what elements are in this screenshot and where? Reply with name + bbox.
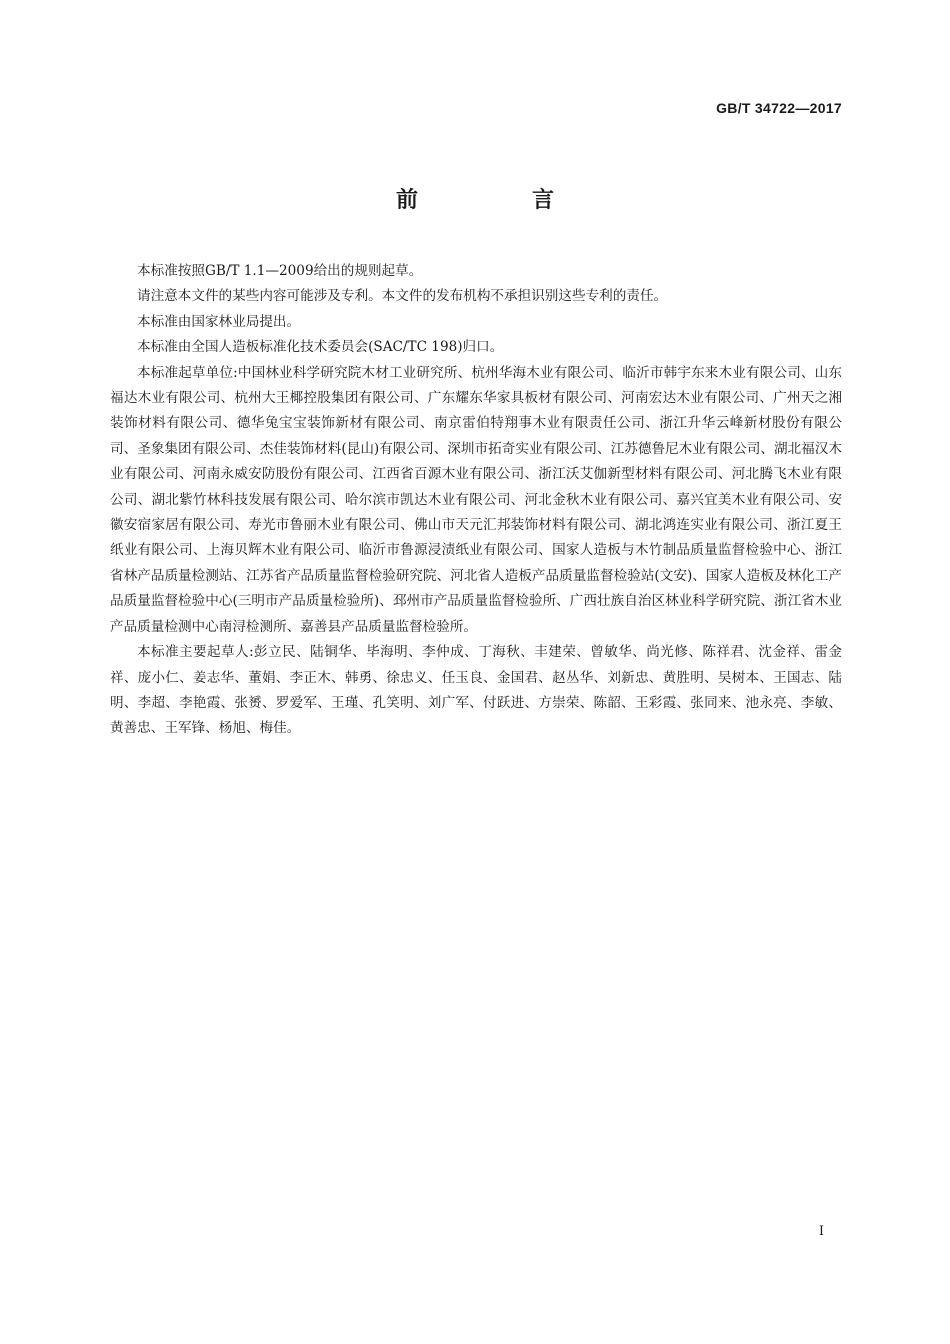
paragraph-drafters: 本标准主要起草人:彭立民、陆铜华、毕海明、李仲成、丁海秋、丰建荣、曾敏华、尚光修、陈祥君、沈金祥、雷金祥、庞小仁、姜志华、董娟、李正木、韩勇、徐忠义、任玉良、金国君、赵丛华、刘新忠、黄胜明、吴树本、王国志、陆明、李超、李艳霞、张赟、罗爱军、王瑾、孔笑明、刘广军、付跃进、方崇荣、陈韶、王彩霞、张同来、池永亮、李敏、黄善忠、王军锋、杨旭、梅佳。	[110, 644, 842, 737]
paragraph-drafting-units: 本标准起草单位:中国林业科学研究院木材工业研究所、杭州华海木业有限公司、临沂市韩宇东来木业有限公司、山东福达木业有限公司、杭州大王椰控股集团有限公司、广东耀东华家具板材有限公司、河南宏达木业有限公司、广州天之湘装饰材料有限公司、德华兔宝宝装饰新材有限公司、南京雷伯特翔事木业有限责任公司、浙江升华云峰新材股份有限公司、圣象集团有限公司、杰佳装饰材料(昆山)有限公司、深圳市拓奇实业有限公司、江苏德鲁尼木业有限公司、湖北福汉木业有限公司、河南永威安防股份有限公司、江西省百源木业有限公司、浙江沃艾伽新型材料有限公司、河北腾飞木业有限公司、湖北紫竹林科技发展有限公司、哈尔滨市凯达木业有限公司、河北金秋木业有限公司、嘉兴宜美木业有限公司、安徽安宿家居有限公司、寿光市鲁丽木业有限公司、佛山市天元汇邦装饰材料有限公司、湖北鸿连实业有限公司、浙江夏王纸业有限公司、上海贝辉木业有限公司、临沂市鲁源浸渍纸业有限公司、国家人造板与木竹制品质量监督检验中心、浙江省林产品质量检测站、江苏省产品质量监督检验研究院、河北省人造板产品质量监督检验站(文安)、国家人造板及林化工产品质量监督检验中心(三明市产品质量检验所)、邳州市产品质量监督检验所、广西壮族自治区林业科学研究院、浙江省木业产品质量检测中心南浔检测所、嘉善县产品质量监督检验所。	[110, 364, 842, 635]
foreword-body	[110, 259, 842, 742]
page-title: 前 言	[395, 188, 600, 213]
paragraph-proposer: 本标准由国家林业局提出。	[137, 313, 301, 330]
paragraph-patent-notice: 请注意本文件的某些内容可能涉及专利。本文件的发布机构不承担识别这些专利的责任。	[137, 288, 668, 305]
standard-code: GB/T 34722—2017	[716, 100, 842, 116]
paragraph-drafting-rules: 本标准按照GB/T 1.1—2009给出的规则起草。	[137, 263, 423, 279]
paragraph-committee: 本标准由全国人造板标准化技术委员会(SAC/TC 198)归口。	[137, 339, 504, 356]
page-number: I	[818, 1224, 824, 1239]
